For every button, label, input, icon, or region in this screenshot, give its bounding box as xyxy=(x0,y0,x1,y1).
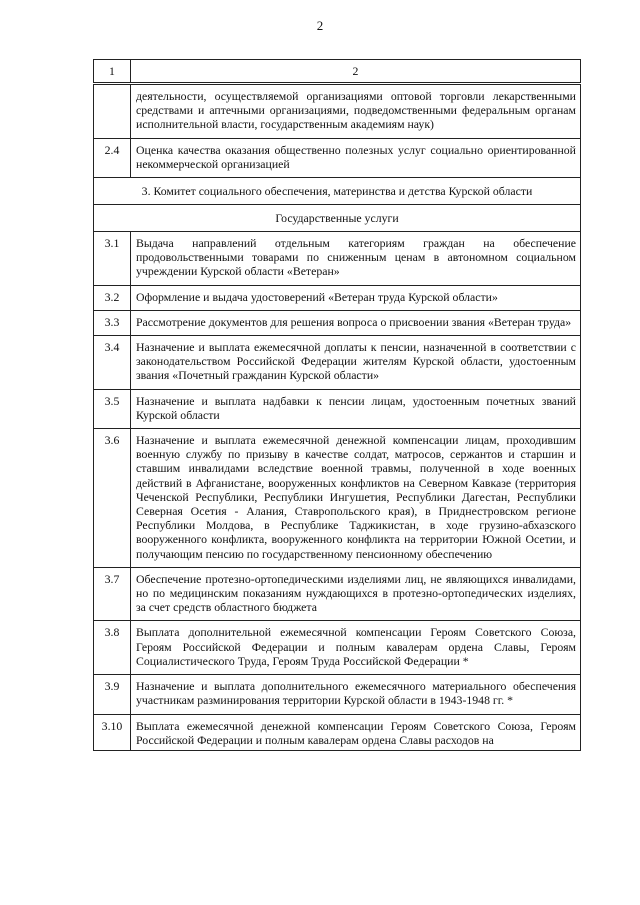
row-text: Оформление и выдача удостоверений «Ветеран труда Курской области» xyxy=(131,285,581,310)
row-number: 3.4 xyxy=(94,336,131,390)
row-number: 3.9 xyxy=(94,675,131,714)
row-text: Выдача направлений отдельным категориям граждан на обеспечение продовольственными товарами по сниженным ценам в автономном социальном учреждении Курской области «Ветеран» xyxy=(131,232,581,286)
row-text: Назначение и выплата надбавки к пенсии лицам, удостоенным почетных званий Курской области xyxy=(131,389,581,428)
services-table xyxy=(93,59,581,751)
row-number xyxy=(94,84,131,139)
table-row xyxy=(94,232,581,286)
section-heading-row xyxy=(94,178,581,205)
row-number: 3.8 xyxy=(94,621,131,675)
row-text: Выплата ежемесячной денежной компенсации Героям Советского Союза, Героям Российской Федерации и полным кавалерам ордена Славы расходов на xyxy=(131,714,581,750)
row-text: Обеспечение протезно-ортопедическими изделиями лиц, не являющихся инвалидами, но по медицинским показаниям нуждающихся в протезно-ортопедических изделиях, за счет средств областного бюджета xyxy=(131,567,581,621)
table-row xyxy=(94,675,581,714)
row-number: 2.4 xyxy=(94,138,131,177)
table-row xyxy=(94,285,581,310)
row-number: 3.3 xyxy=(94,310,131,335)
row-text: Рассмотрение документов для решения вопроса о присвоении звания «Ветеран труда» xyxy=(131,310,581,335)
table-row xyxy=(94,714,581,750)
row-text: Назначение и выплата ежемесячной доплаты к пенсии, назначенной в соответствии с законодательством Российской Федерации жителям Курской области, удостоенным звания «Почетный гражданин Курской области» xyxy=(131,336,581,390)
table-row xyxy=(94,389,581,428)
table-row xyxy=(94,621,581,675)
row-text: деятельности, осуществляемой организациями оптовой торговли лекарственными средствами и аптечными организациями, подведомственными федеральным органам исполнительной власти, государственным академиям наук) xyxy=(131,84,581,139)
table-row xyxy=(94,429,581,568)
row-text: Выплата дополнительной ежемесячной компенсации Героям Советского Союза, Героям Российской Федерации и полным кавалерам ордена Славы, Героям Социалистического Труда, Героям Труда Российской Федерации * xyxy=(131,621,581,675)
subsection-heading-row xyxy=(94,205,581,232)
section-heading: 3. Комитет социального обеспечения, материнства и детства Курской области xyxy=(94,178,581,205)
header-col-2: 2 xyxy=(131,60,581,84)
table-row xyxy=(94,84,581,139)
row-number: 3.6 xyxy=(94,429,131,568)
table-row xyxy=(94,567,581,621)
row-number: 3.7 xyxy=(94,567,131,621)
row-number: 3.10 xyxy=(94,714,131,750)
table-row xyxy=(94,336,581,390)
row-text: Назначение и выплата ежемесячной денежной компенсации лицам, проходившим военную службу по призыву в качестве солдат, матросов, сержантов и старшин и ставшим инвалидами вследствие военной травмы, полученной в ходе военных действий в Афганистане, вооруженных конфликтов на Северном Кавказе (территория Чеченской Республики, Республики Ингушетия, Республики Дагестан, Республики Северная Осетия - Алания, Ставропольского края), в Приднестровском регионе Республики Молдова, в Республике Таджикистан, в ходе грузино-абхазского вооруженного конфликта, вооруженного конфликта на территории Южной Осетии, и получающим пенсию по государственному пенсионному обеспечению xyxy=(131,429,581,568)
page-number: 2 xyxy=(316,18,324,33)
subsection-heading: Государственные услуги xyxy=(94,205,581,232)
row-number: 3.1 xyxy=(94,232,131,286)
table-header-row xyxy=(94,60,581,84)
row-text: Оценка качества оказания общественно полезных услуг социально ориентированной некоммерческой организацией xyxy=(131,138,581,177)
header-col-1: 1 xyxy=(94,60,131,84)
row-number: 3.2 xyxy=(94,285,131,310)
table-row xyxy=(94,310,581,335)
row-number: 3.5 xyxy=(94,389,131,428)
table-row xyxy=(94,138,581,177)
row-text: Назначение и выплата дополнительного ежемесячного материального обеспечения участникам разминирования территории Курской области в 1943-1948 гг. * xyxy=(131,675,581,714)
